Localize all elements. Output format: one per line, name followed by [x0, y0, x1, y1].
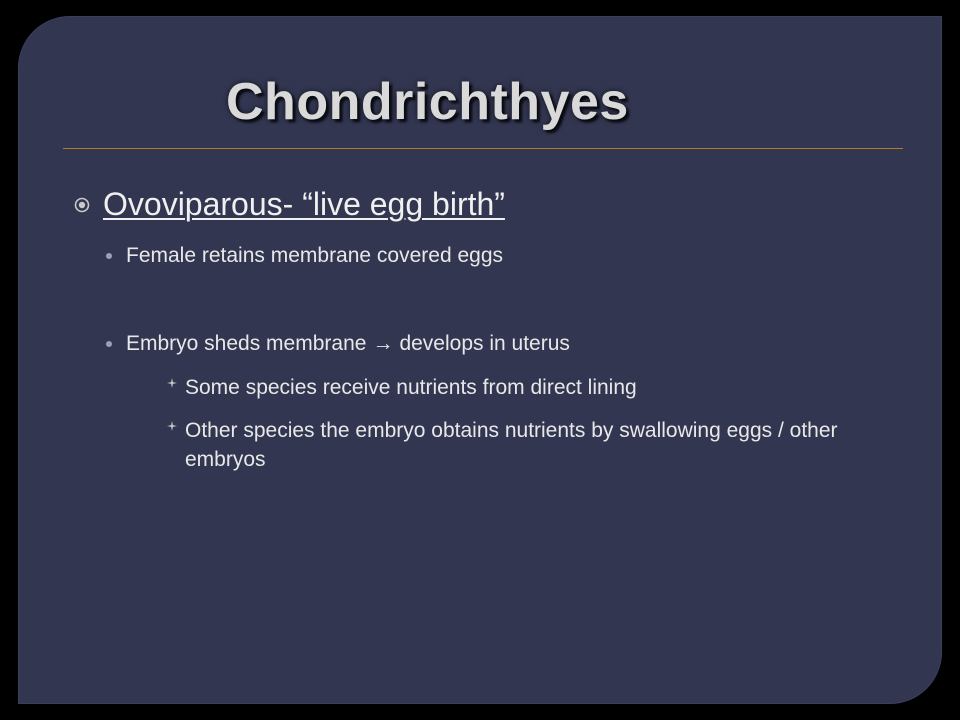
round-bullet-icon [106, 341, 112, 347]
bullet-level3-text: Other species the embryo obtains nutrients by swallowing eggs / other embryos [185, 419, 838, 471]
star-bullet-icon [167, 421, 177, 431]
right-arrow-icon: → [372, 332, 394, 355]
bullet-text-after-arrow: develops in uterus [399, 332, 570, 355]
bullet-text-before-arrow: Embryo sheds membrane [126, 332, 367, 355]
round-bullet-icon [106, 253, 112, 259]
star-bullet-icon [167, 378, 177, 388]
bullet-level1-text: Ovoviparous- “live egg birth” [103, 186, 505, 222]
bullet-level2-text: Female retains membrane covered eggs [126, 244, 504, 267]
bullet-level3-text: Some species receive nutrients from direct lining [185, 376, 637, 399]
bullet-level2-text [126, 330, 570, 358]
circled-bullet-icon [74, 197, 90, 213]
slide-title: Chondrichthyes [226, 73, 629, 131]
